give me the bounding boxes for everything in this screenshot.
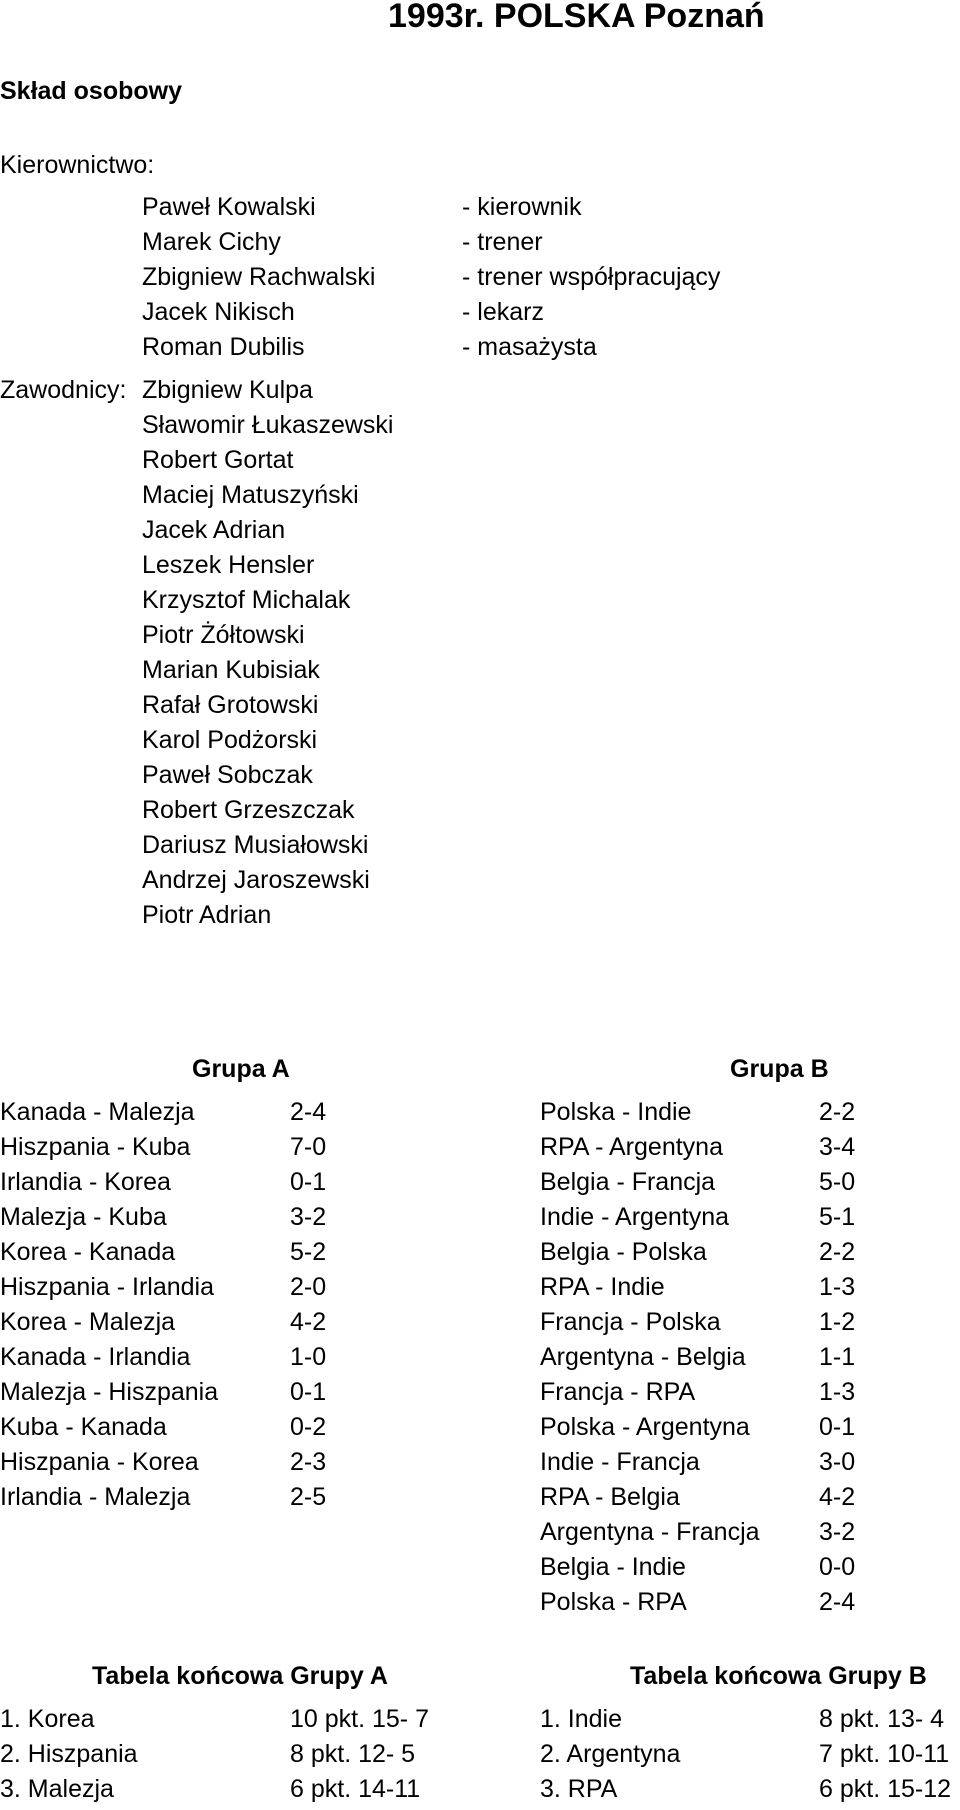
player-name: Dariusz Musiałowski (142, 831, 369, 859)
staff-name: Paweł Kowalski (142, 193, 316, 221)
standings-points: 6 pkt. 14-11 (290, 1775, 421, 1803)
match-teams: Hiszpania - Kuba (0, 1133, 191, 1161)
match-teams: Belgia - Polska (540, 1238, 707, 1266)
match-score: 3-2 (290, 1203, 327, 1231)
group-b-title: Grupa B (730, 1055, 829, 1083)
standings-points: 10 pkt. 15- 7 (290, 1705, 429, 1733)
page-title: 1993r. POLSKA Poznań (388, 0, 765, 35)
match-score: 2-4 (819, 1588, 856, 1616)
match-teams: Indie - Francja (540, 1448, 700, 1476)
match-teams: Polska - RPA (540, 1588, 687, 1616)
match-score: 3-0 (819, 1448, 856, 1476)
match-teams: Kanada - Irlandia (0, 1343, 191, 1371)
match-teams: RPA - Argentyna (540, 1133, 723, 1161)
player-name: Robert Gortat (142, 446, 294, 474)
match-score: 0-1 (290, 1168, 327, 1196)
player-name: Robert Grzeszczak (142, 796, 355, 824)
match-teams: RPA - Indie (540, 1273, 665, 1301)
standings-points: 6 pkt. 15-12 (819, 1775, 952, 1803)
player-name: Krzysztof Michalak (142, 586, 351, 614)
match-teams: Kanada - Malezja (0, 1098, 195, 1126)
player-name: Leszek Hensler (142, 551, 315, 579)
match-teams: Malezja - Kuba (0, 1203, 167, 1231)
player-name: Andrzej Jaroszewski (142, 866, 370, 894)
match-teams: Argentyna - Belgia (540, 1343, 746, 1371)
match-teams: Belgia - Francja (540, 1168, 716, 1196)
players-list (142, 373, 393, 933)
match-teams: Francja - RPA (540, 1378, 696, 1406)
player-name: Marian Kubisiak (142, 656, 320, 684)
player-name: Paweł Sobczak (142, 761, 313, 789)
player-name: Maciej Matuszyński (142, 481, 359, 509)
match-teams: Irlandia - Korea (0, 1168, 171, 1196)
match-teams: Hiszpania - Irlandia (0, 1273, 214, 1301)
match-score: 5-0 (819, 1168, 856, 1196)
match-score: 2-3 (290, 1448, 327, 1476)
match-teams: Francja - Polska (540, 1308, 721, 1336)
standings-team: 2. Argentyna (540, 1740, 681, 1768)
standings-points: 8 pkt. 12- 5 (290, 1740, 416, 1768)
group-b-table-title: Tabela końcowa Grupy B (630, 1662, 927, 1690)
match-score: 2-4 (290, 1098, 327, 1126)
standings-team: 1. Indie (540, 1705, 623, 1733)
match-teams: Hiszpania - Korea (0, 1448, 199, 1476)
staff-role: - trener współpracujący (462, 263, 721, 291)
group-a-title: Grupa A (192, 1055, 290, 1083)
standings-points: 7 pkt. 10-11 (819, 1740, 950, 1768)
match-score: 1-0 (290, 1343, 327, 1371)
standings-team: 3. Malezja (0, 1775, 114, 1803)
match-score: 1-2 (819, 1308, 856, 1336)
player-name: Jacek Adrian (142, 516, 286, 544)
match-teams: Malezja - Hiszpania (0, 1378, 219, 1406)
staff-name: Roman Dubilis (142, 333, 305, 361)
match-score: 1-3 (819, 1273, 856, 1301)
match-teams: Polska - Indie (540, 1098, 692, 1126)
match-teams: RPA - Belgia (540, 1483, 680, 1511)
match-score: 0-0 (819, 1553, 856, 1581)
match-score: 2-2 (819, 1098, 856, 1126)
match-teams: Polska - Argentyna (540, 1413, 750, 1441)
match-teams: Irlandia - Malezja (0, 1483, 191, 1511)
match-score: 4-2 (819, 1483, 856, 1511)
staff-name: Zbigniew Rachwalski (142, 263, 376, 291)
match-score: 3-4 (819, 1133, 856, 1161)
match-teams: Kuba - Kanada (0, 1413, 167, 1441)
match-score: 0-1 (290, 1378, 327, 1406)
staff-name: Jacek Nikisch (142, 298, 295, 326)
player-name: Piotr Żółtowski (142, 621, 305, 649)
match-score: 2-0 (290, 1273, 327, 1301)
match-score: 3-2 (819, 1518, 856, 1546)
player-name: Piotr Adrian (142, 901, 272, 929)
match-teams: Belgia - Indie (540, 1553, 686, 1581)
match-score: 1-3 (819, 1378, 856, 1406)
match-score: 7-0 (290, 1133, 327, 1161)
match-score: 2-5 (290, 1483, 327, 1511)
match-score: 0-2 (290, 1413, 327, 1441)
staff-role: - masażysta (462, 333, 597, 361)
section-title: Skład osobowy (0, 77, 182, 105)
match-teams: Indie - Argentyna (540, 1203, 730, 1231)
management-label: Kierownictwo: (0, 151, 155, 179)
match-score: 0-1 (819, 1413, 856, 1441)
player-name: Karol Podżorski (142, 726, 318, 754)
player-name: Zbigniew Kulpa (142, 376, 313, 404)
match-teams: Korea - Malezja (0, 1308, 176, 1336)
match-score: 1-1 (819, 1343, 856, 1371)
match-score: 2-2 (819, 1238, 856, 1266)
players-label: Zawodnicy: (0, 376, 127, 404)
staff-role: - kierownik (462, 193, 582, 221)
staff-role: - trener (462, 228, 543, 256)
standings-team: 2. Hiszpania (0, 1740, 138, 1768)
match-teams: Korea - Kanada (0, 1238, 176, 1266)
standings-team: 3. RPA (540, 1775, 618, 1803)
player-name: Rafał Grotowski (142, 691, 319, 719)
group-a-table-title: Tabela końcowa Grupy A (92, 1662, 388, 1690)
match-score: 4-2 (290, 1308, 327, 1336)
match-score: 5-1 (819, 1203, 856, 1231)
standings-team: 1. Korea (0, 1705, 95, 1733)
match-teams: Argentyna - Francja (540, 1518, 760, 1546)
standings-points: 8 pkt. 13- 4 (819, 1705, 945, 1733)
player-name: Sławomir Łukaszewski (142, 411, 394, 439)
staff-role: - lekarz (462, 298, 544, 326)
staff-name: Marek Cichy (142, 228, 281, 256)
match-score: 5-2 (290, 1238, 327, 1266)
